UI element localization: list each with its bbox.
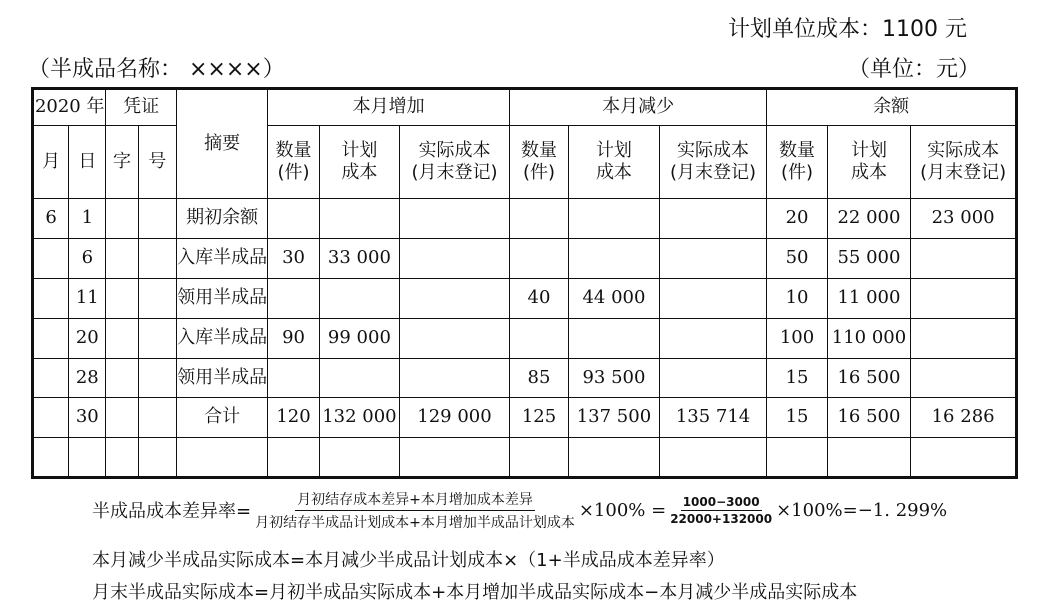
balance-actual-cost-cell [911, 438, 1017, 478]
decrease-plan-cost-cell [569, 239, 660, 279]
voucher-no-cell [138, 239, 176, 279]
calc-numerator: 1000−3000 [682, 494, 760, 509]
increase-plan-cost-cell: 99 000 [319, 318, 399, 358]
reduce-actual-cost-formula: 本月减少半成品实际成本=本月减少半成品计划成本×（1+半成品成本差异率） [92, 550, 725, 571]
voucher-type-cell [106, 239, 138, 279]
balance-actual-cost-cell [911, 239, 1017, 279]
rate-fraction [253, 489, 577, 532]
balance-qty-cell: 15 [767, 358, 827, 398]
rate-result: ×100%=−1. 299% [776, 499, 948, 521]
decrease-plan-cost-cell [569, 318, 660, 358]
balance-actual-cost-header: 实际成本 (月末登记) [911, 125, 1017, 199]
table-row [33, 358, 1017, 398]
end-actual-cost-formula: 月末半成品实际成本=月初半成品实际成本+本月增加半成品实际成本−本月减少半成品实际成本 [92, 582, 858, 603]
voucher-header: 凭证 [106, 89, 176, 126]
decrease-qty-header: 数量 (件) [509, 125, 568, 199]
balance-actual-cost-cell [911, 318, 1017, 358]
day-cell: 28 [69, 358, 106, 398]
balance-qty-cell: 15 [767, 398, 827, 438]
calc-fraction [668, 495, 774, 526]
decrease-plan-cost-cell: 137 500 [569, 398, 660, 438]
decrease-actual-cost-cell: 135 714 [659, 398, 767, 438]
increase-actual-cost-cell [400, 199, 510, 239]
balance-plan-cost-header: 计划 成本 [827, 125, 911, 199]
balance-actual-cost-cell: 16 286 [911, 398, 1017, 438]
decrease-actual-cost-cell [659, 438, 767, 478]
decrease-plan-cost-header: 计划 成本 [569, 125, 660, 199]
voucher-type-cell [106, 318, 138, 358]
rate-lhs: 半成品成本差异率= [92, 501, 252, 522]
balance-qty-header: 数量 (件) [767, 125, 827, 199]
balance-plan-cost-cell: 16 500 [827, 358, 911, 398]
decrease-actual-cost-header: 实际成本 (月末登记) [659, 125, 767, 199]
rate-multiplier: ×100% = [578, 499, 667, 521]
voucher-type-cell [106, 278, 138, 318]
increase-plan-cost-header: 计划 成本 [319, 125, 399, 199]
decrease-plan-cost-cell [569, 438, 660, 478]
day-cell [69, 438, 106, 478]
day-cell: 1 [69, 199, 106, 239]
unit-label: （单位：元） [848, 57, 981, 82]
decrease-actual-cost-cell [659, 239, 767, 279]
increase-qty-cell [268, 199, 319, 239]
ledger-table [31, 87, 1018, 479]
voucher-no-cell [138, 199, 176, 239]
month-cell [33, 239, 69, 279]
decrease-actual-cost-cell [659, 199, 767, 239]
increase-qty-cell [268, 438, 319, 478]
balance-qty-cell: 50 [767, 239, 827, 279]
voucher-no-cell [138, 438, 176, 478]
summary-cell: 领用半成品 [176, 358, 268, 398]
voucher-type-header: 字 [106, 125, 138, 199]
day-cell: 6 [69, 239, 106, 279]
plan-unit-cost: 计划单位成本：1100 元 [728, 17, 967, 42]
voucher-no-cell [138, 398, 176, 438]
table-row [33, 438, 1017, 478]
balance-qty-cell: 10 [767, 278, 827, 318]
summary-cell [176, 438, 268, 478]
balance-plan-cost-cell: 11 000 [827, 278, 911, 318]
decrease-actual-cost-cell [659, 358, 767, 398]
year-header: 2020 年 [33, 89, 106, 126]
voucher-no-cell [138, 318, 176, 358]
day-header: 日 [69, 125, 106, 199]
decrease-actual-cost-cell [659, 318, 767, 358]
balance-actual-cost-cell [911, 358, 1017, 398]
voucher-type-cell [106, 358, 138, 398]
balance-actual-cost-cell [911, 278, 1017, 318]
day-cell: 20 [69, 318, 106, 358]
increase-qty-cell: 120 [268, 398, 319, 438]
increase-plan-cost-cell: 132 000 [319, 398, 399, 438]
day-cell: 30 [69, 398, 106, 438]
increase-plan-cost-cell [319, 278, 399, 318]
increase-actual-cost-cell [400, 318, 510, 358]
decrease-qty-cell [509, 318, 568, 358]
table-row [33, 278, 1017, 318]
summary-cell: 入库半成品 [176, 318, 268, 358]
balance-actual-cost-cell: 23 000 [911, 199, 1017, 239]
month-cell [33, 318, 69, 358]
summary-header: 摘要 [176, 89, 268, 199]
decrease-plan-cost-cell: 93 500 [569, 358, 660, 398]
table-row [33, 199, 1017, 239]
summary-cell: 合计 [176, 398, 268, 438]
decrease-qty-cell [509, 239, 568, 279]
increase-qty-header: 数量 (件) [268, 125, 319, 199]
balance-header: 余额 [767, 89, 1017, 126]
decrease-plan-cost-cell: 44 000 [569, 278, 660, 318]
header-row-1 [33, 89, 1017, 126]
voucher-type-cell [106, 398, 138, 438]
day-cell: 11 [69, 278, 106, 318]
decrease-qty-cell: 85 [509, 358, 568, 398]
balance-qty-cell: 100 [767, 318, 827, 358]
increase-actual-cost-cell [400, 358, 510, 398]
voucher-type-cell [106, 438, 138, 478]
increase-qty-cell [268, 278, 319, 318]
increase-plan-cost-cell [319, 199, 399, 239]
rate-denominator: 月初结存半成品计划成本+本月增加半成品计划成本 [255, 514, 575, 531]
balance-qty-cell [767, 438, 827, 478]
balance-plan-cost-cell: 55 000 [827, 239, 911, 279]
increase-qty-cell: 30 [268, 239, 319, 279]
decrease-qty-cell: 125 [509, 398, 568, 438]
decrease-actual-cost-cell [659, 278, 767, 318]
balance-qty-cell: 20 [767, 199, 827, 239]
month-header: 月 [33, 125, 69, 199]
semi-product-name: （半成品名称： ××××） [28, 57, 285, 82]
voucher-no-cell [138, 358, 176, 398]
decrease-plan-cost-cell [569, 199, 660, 239]
variance-rate-formula [92, 487, 947, 533]
increase-actual-cost-header: 实际成本 (月末登记) [400, 125, 510, 199]
summary-cell: 入库半成品 [176, 239, 268, 279]
balance-plan-cost-cell: 22 000 [827, 199, 911, 239]
decrease-header: 本月减少 [509, 89, 767, 126]
rate-numerator: 月初结存成本差异+本月增加成本差异 [295, 489, 535, 511]
decrease-qty-cell [509, 199, 568, 239]
increase-actual-cost-cell [400, 438, 510, 478]
increase-plan-cost-cell [319, 438, 399, 478]
increase-actual-cost-cell: 129 000 [400, 398, 510, 438]
balance-plan-cost-cell: 16 500 [827, 398, 911, 438]
month-cell [33, 358, 69, 398]
increase-header: 本月增加 [268, 89, 509, 126]
increase-qty-cell [268, 358, 319, 398]
month-cell [33, 438, 69, 478]
voucher-type-cell [106, 199, 138, 239]
summary-cell: 领用半成品 [176, 278, 268, 318]
voucher-no-cell [138, 278, 176, 318]
voucher-no-header: 号 [138, 125, 176, 199]
table-row [33, 318, 1017, 358]
month-cell [33, 278, 69, 318]
increase-actual-cost-cell [400, 239, 510, 279]
decrease-qty-cell [509, 438, 568, 478]
summary-cell: 期初余额 [176, 199, 268, 239]
table-row [33, 239, 1017, 279]
increase-qty-cell: 90 [268, 318, 319, 358]
decrease-qty-cell: 40 [509, 278, 568, 318]
balance-plan-cost-cell [827, 438, 911, 478]
table-row [33, 398, 1017, 438]
balance-plan-cost-cell: 110 000 [827, 318, 911, 358]
increase-actual-cost-cell [400, 278, 510, 318]
increase-plan-cost-cell [319, 358, 399, 398]
month-cell [33, 398, 69, 438]
month-cell: 6 [33, 199, 69, 239]
increase-plan-cost-cell: 33 000 [319, 239, 399, 279]
calc-denominator: 22000+132000 [670, 511, 773, 526]
